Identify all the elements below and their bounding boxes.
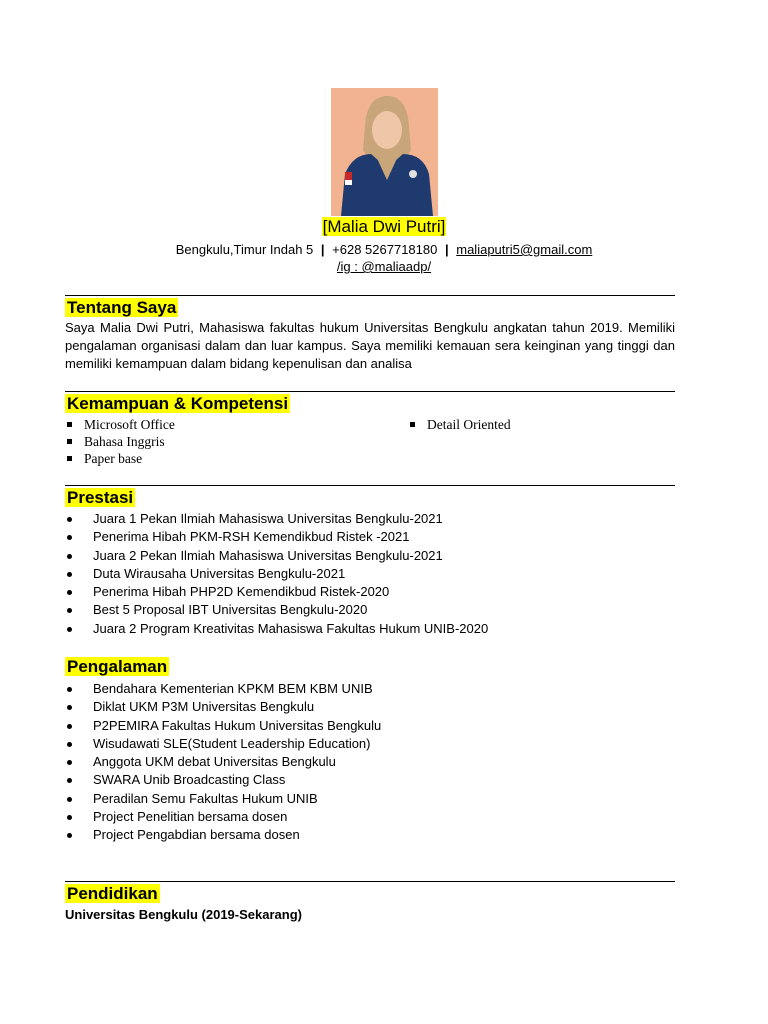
bullet-square-icon [410,422,415,427]
section-divider [65,391,675,392]
section-heading-about-text: Tentang Saya [67,298,177,317]
skill-item [410,416,511,433]
list-item: Juara 2 Program Kreativitas Mahasiswa Fakultas Hukum UNIB-2020 [65,620,488,638]
list-item: Project Pengabdian bersama dosen [65,826,381,844]
email-link[interactable]: maliaputri5@gmail.com [456,242,593,257]
section-heading-skills [65,393,290,415]
skill-item-text: Microsoft Office [84,417,175,432]
list-item: Juara 2 Pekan Ilmiah Mahasiswa Universitas Bengkulu-2021 [65,547,488,565]
list-item: Penerima Hibah PKM-RSH Kemendikbud Ristek -2021 [65,528,488,546]
bullet-square-icon [67,422,72,427]
candidate-name-text: [Malia Dwi Putri] [322,217,446,236]
candidate-name [0,216,768,238]
list-item: Duta Wirausaha Universitas Bengkulu-2021 [65,565,488,583]
section-divider [65,485,675,486]
list-item: Penerima Hibah PHP2D Kemendikbud Ristek-2020 [65,583,488,601]
about-paragraph: Saya Malia Dwi Putri, Mahasiswa fakultas hukum Universitas Bengkulu angkatan tahun 2019. Memiliki pengalaman organisasi dalam dan luar kampus. Saya memiliki kemauan sera keinginan yang tinggi dan memiliki kemampuan dalam bidang kepenulisan dan analisa [65,320,675,371]
section-heading-skills-text: Kemampuan & Kompetensi [67,394,289,413]
education-item: Universitas Bengkulu (2019-Sekarang) [65,907,302,922]
skill-item [67,433,165,450]
list-item: Diklat UKM P3M Universitas Bengkulu [65,698,381,716]
experience-list [65,680,381,845]
list-item: Project Penelitian bersama dosen [65,808,381,826]
separator: | [320,242,325,257]
instagram-link[interactable]: /ig : @maliaadp/ [336,259,432,274]
section-divider [65,881,675,882]
skill-item [67,416,175,433]
section-heading-about [65,297,178,319]
skill-item-text: Detail Oriented [427,417,511,432]
section-divider [65,295,675,296]
separator: | [444,242,449,257]
list-item: P2PEMIRA Fakultas Hukum Universitas Bengkulu [65,717,381,735]
section-heading-education [65,883,160,905]
section-heading-education-text: Pendidikan [67,884,158,903]
achievements-list [65,510,488,638]
bullet-square-icon [67,439,72,444]
list-item: Anggota UKM debat Universitas Bengkulu [65,753,381,771]
profile-photo [331,88,438,216]
list-item: Wisudawati SLE(Student Leadership Education) [65,735,381,753]
list-item: Best 5 Proposal IBT Universitas Bengkulu-2020 [65,601,488,619]
address-text: Bengkulu,Timur Indah 5 [175,242,314,257]
skill-item-text: Bahasa Inggris [84,434,165,449]
section-heading-achievements [65,487,135,509]
skill-item-text: Paper base [84,451,143,466]
phone-text: +628 5267718180 [332,242,438,257]
bullet-square-icon [67,456,72,461]
section-heading-experience [65,656,169,678]
list-item: SWARA Unib Broadcasting Class [65,771,381,789]
list-item: Peradilan Semu Fakultas Hukum UNIB [65,790,381,808]
contact-line [0,241,768,258]
section-heading-experience-text: Pengalaman [67,657,168,676]
list-item: Juara 1 Pekan Ilmiah Mahasiswa Universitas Bengkulu-2021 [65,510,488,528]
skill-item [67,450,142,467]
instagram-line [0,258,768,275]
list-item: Bendahara Kementerian KPKM BEM KBM UNIB [65,680,381,698]
section-heading-achievements-text: Prestasi [67,488,134,507]
profile-photo-illustration [331,88,438,216]
